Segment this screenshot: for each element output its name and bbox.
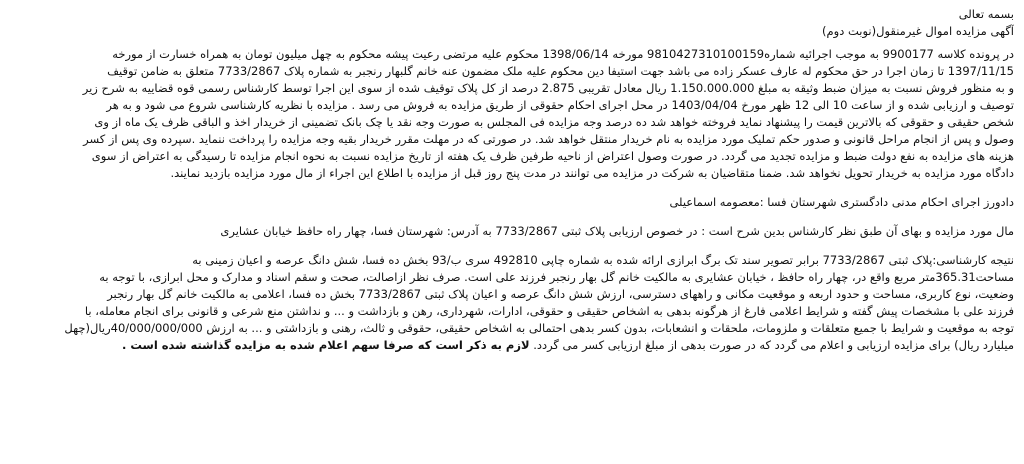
case-paragraph-line: دادگاه مورد مزایده به خریدار تحویل نخواهد شد. ضمنا متقاضیان به شرکت در مزایده می توانند در مدت پنج روز قبل از مزایده با اطلاع این اجراء از مال مورد مزایده بازدید نمایند.: [170, 166, 1014, 180]
case-paragraph-line: وصول و پس از انجام مراحل قانونی و صدور حکم تملیک مورد مزایده به نام خریدار منتقل خواهد شد. در صورتی که در مهلت مقرر خریدار بقیه وجه مزایده را پرداخت ننماید .سپرده وی پس از کسر: [83, 132, 1014, 146]
case-paragraph-line: و به منظور فروش نسبت به میزان ضبط وثیقه به مبلغ 1.150.000.000 ریال معادل تقریبی 2.875 درصد از کل پلاک توقیف شده از سوی این اجرا توسط کارشناس رسمی قوه قضاییه به شرح زیر: [82, 81, 1014, 95]
case-paragraph-line: در پرونده کلاسه 9900177 به موجب اجرائیه شماره9810427310100159 مورخه 1398/06/14 محکوم علیه مرتضی رعیت پیشه محکوم به چهل میلیون تومان به همراه خسارت از مورخه: [112, 47, 1014, 61]
appraisal-paragraph-line: فرزند علی با مشخصات پیش گفته و شرایط اعلامی فارغ از هرگونه بدهی به اشخاص حقیقی و حقوقی، ادارات، شهرداری، رهن و بازداشت و ... و نداشتن منع شرعی و قانونی برای انجام معامله، با: [84, 304, 1014, 318]
share-notice-bold: لازم به ذکر است که صرفا سهم اعلام شده به مزایده گذاشته شده است .: [121, 338, 530, 352]
case-paragraph-line: توصیف و ارزیابی شده و از ساعت 10 الی 12 ظهر مورخ 1403/04/04 در محل اجرای احکام حقوقی از طریق مزایده به فروش می رسد . مزایده با نظریه کارشناسی شروع می شود و به هر: [106, 98, 1014, 112]
appraisal-paragraph-line: مساحت365.31متر مربع واقع در، چهار راه حافظ ، خیابان عشایری به مالکیت خانم گل بهار رنجبر فرزند علی است. صرف نظر ازاصالت، صحت و سقم اسناد و مدارک و محل ابرازی، با توجه به: [99, 270, 1014, 284]
case-paragraph-line: شخص حقیقی و حقوقی که بالاترین قیمت را پیشنهاد نماید فروخته خواهد شد ده درصد وجه مزایده فی المجلس به صورت وجه نقد یا چک بانک تضمینی از خریدار اخذ و الباقی ظرف یک ماه از وی: [94, 115, 1014, 129]
case-paragraph-line: هزینه های مزایده به نفع دولت ضبط و مزایده تجدید می گردد. در صورت وصول اعتراض از ناحیه طرفین ظرف یک هفته از تاریخ مزایده نسبت به نحوه انجام مزایده تا رسیدگی به اعتراض از سوی: [91, 149, 1014, 163]
appraisal-paragraph: [10, 252, 1014, 354]
appraisal-paragraph-line: وضعیت، نوع کاربری، مساحت و حدود اربعه و موقعیت مکانی و راههای دسترسی، ارزش شش دانگ عرصه و اعیان پلاک ثبتی 7733/2867 بخش ده فسا، اعلامی به مالکیت خانم گل بهار رنجبر: [107, 287, 1014, 301]
appraisal-paragraph-line: نتیجه کارشناسی:پلاک ثبتی 7733/2867 برابر تصویر سند تک برگ ابرازی ارائه شده به شماره چاپی 492810 سری ب/93 بخش ده فسا، شش دانگ عرصه و اعیان زمینی به: [192, 253, 1014, 267]
notice-title: آگهی مزایده اموال غیرمنقول(نوبت دوم): [822, 24, 1014, 38]
appraisal-paragraph-last-line: [10, 337, 1014, 354]
opening-invocation: بسمه تعالی: [958, 7, 1014, 21]
appraisal-conclusion-text: میلیارد ریال) برای مزایده ارزیابی و اعلام می گردد که در صورت بدهی از مبلغ ارزیابی کسر می گردد.: [533, 338, 1014, 352]
case-paragraph: [10, 46, 1014, 182]
property-description: مال مورد مزایده و بهای آن طبق نظر کارشناس بدین شرح است : در خصوص ارزیابی پلاک ثبتی 7733/2867 به آدرس: شهرستان فسا، چهار راه حافظ خیابان عشایری: [220, 224, 1014, 238]
appraisal-paragraph-line: توجه به موقعیت و شرایط با جمیع متعلقات و ملزومات، ملحقات و انشعابات، بدون کسر بدهی احتمالی به اشخاص حقیقی، حقوقی و ثالث، رهنی و بازداشتی و ... به ارزش 40/000/000/000ریال(چهل: [64, 321, 1014, 335]
case-paragraph-line: 1397/11/15 تا زمان اجرا در حق محکوم له عارف عسکر زاده می باشد جهت استیفا دین محکوم علیه ملک مضمون عنه خانم گلبهار رنجبر به شماره پلاک 7733/2867 متعلق به ضامن توقیف: [107, 64, 1014, 78]
officer-signature: دادورز اجرای احکام مدنی دادگستری شهرستان فسا :معصومه اسماعیلی: [669, 195, 1014, 209]
